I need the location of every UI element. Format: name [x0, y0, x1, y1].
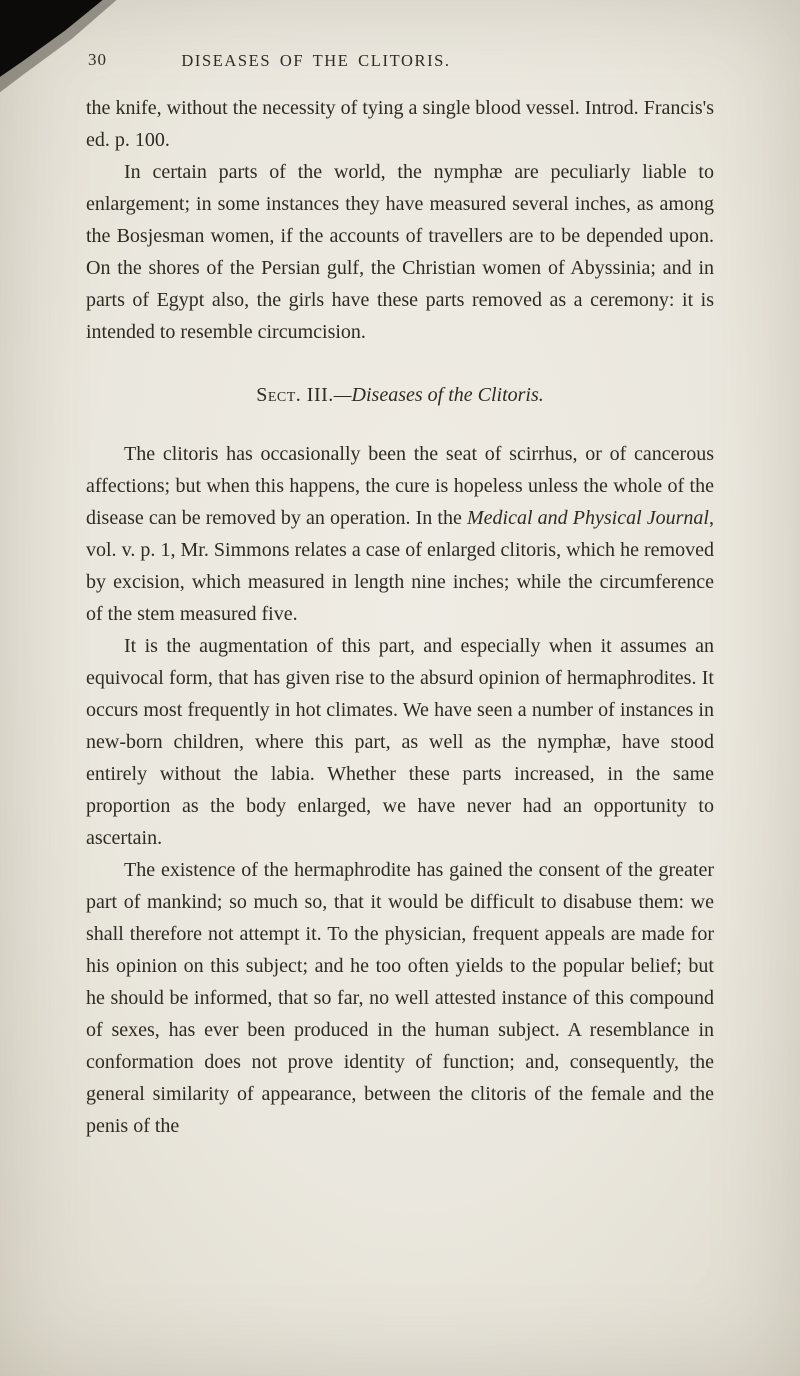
section-label: Sect. III.: [256, 384, 334, 406]
running-head: [86, 50, 714, 76]
paragraph-text-segment: The clitoris has occasionally been the seat of scirrhus, or of cancerous affections; but when this happens, the cure is hopeless unless the whole of the disease can be removed by an operation. In the: [86, 443, 714, 529]
page-body: [86, 92, 714, 1142]
section-heading: [86, 379, 714, 411]
paragraph-nymphae-enlargement: In certain parts of the world, the nymphæ are peculiarly liable to enlargement; in some instances they have measured several inches, as among the Bosjesman women, if the accounts of travellers are to be depended upon. On the shores of the Persian gulf, the Christian women of Abyssinia; and in parts of Egypt also, the girls have these parts removed as a ceremony: it is intended to resemble circumcision.: [86, 161, 714, 343]
running-title: DISEASES OF THE CLITORIS.: [181, 51, 451, 70]
journal-title: Medical and Physical Journal: [467, 507, 709, 529]
paragraph-continuation: the knife, without the necessity of tying a single blood vessel. Introd. Francis's ed. p. 100.: [86, 97, 714, 151]
paragraph-augmentation: It is the augmentation of this part, and especially when it assumes an equivocal form, that has given rise to the absurd opinion of hermaphrodites. It occurs most frequently in hot climates. We have seen a number of instances in new-born children, where this part, as well as the nymphæ, have stood entirely without the labia. Whether these parts increased, in the same proportion as the body enlarged, we have never had an opportunity to ascertain.: [86, 635, 714, 849]
page-number: 30: [88, 50, 107, 69]
section-title: —Diseases of the Clitoris.: [333, 384, 544, 406]
paragraph-hermaphrodite: The existence of the hermaphrodite has gained the consent of the greater part of mankind; so much so, that it would be difficult to disabuse them: we shall therefore not attempt it. To the physician, frequent appeals are made for his opinion on this subject; and he too often yields to the popular belief; but he should be informed, that so far, no well attested instance of this compound of sexes, has ever been produced in the human subject. A resemblance in conformation does not prove identity of function; and, consequently, the general similarity of appearance, between the clitoris of the female and the penis of the: [86, 859, 714, 1137]
type-area: [86, 50, 714, 1142]
paragraph-text-segment: , vol. v. p. 1, Mr. Simmons relates a case of enlarged clitoris, which he removed by excision, which measured in length nine inches; while the circumference of the stem measured five.: [86, 507, 714, 625]
paragraph-scirrhus-case: [86, 438, 714, 630]
